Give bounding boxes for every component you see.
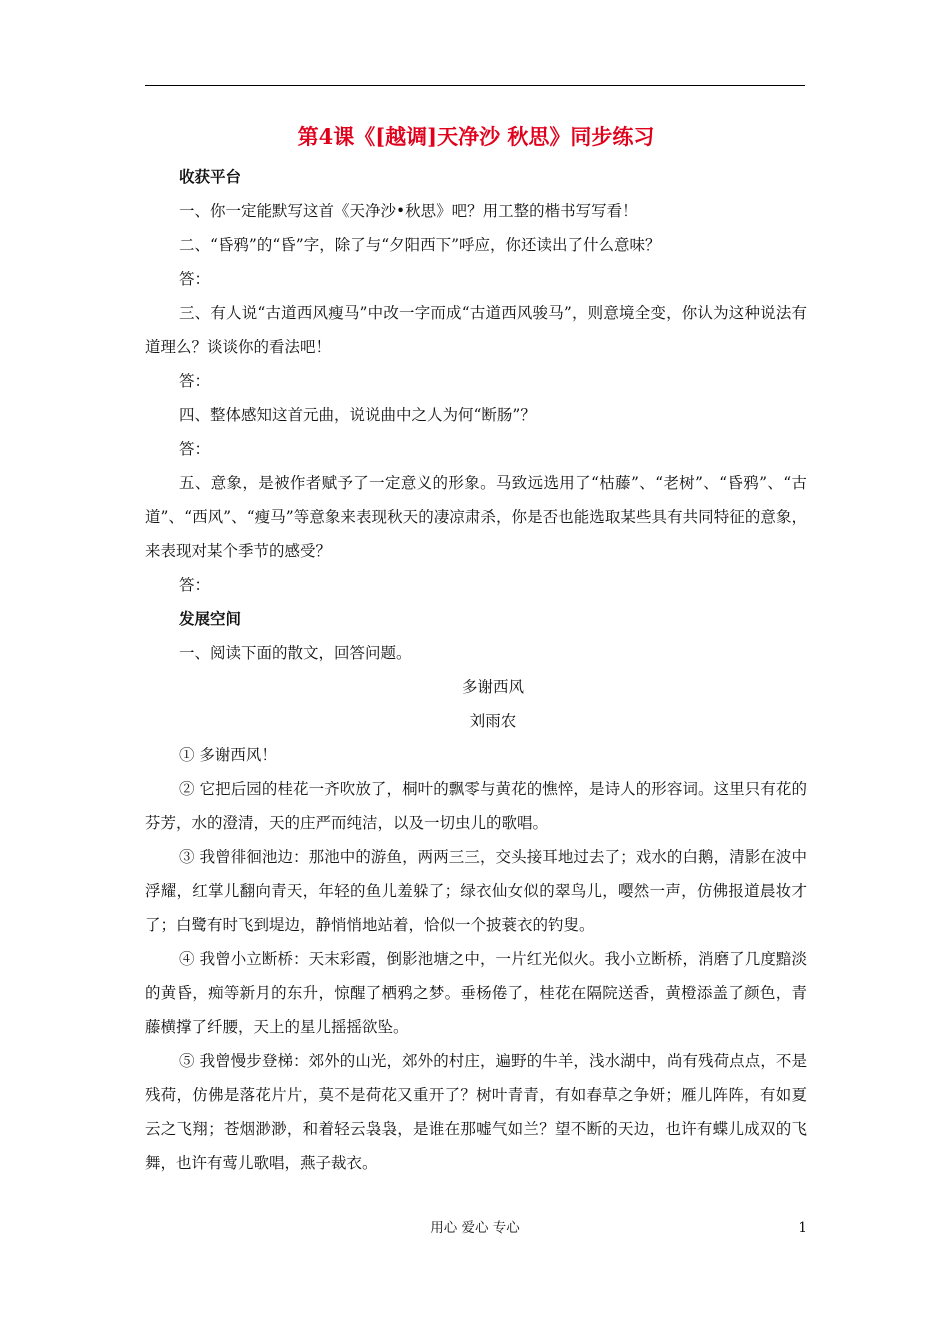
question-2: 二、“昏鸦”的“昏”字，除了与“夕阳西下”呼应，你还读出了什么意味？ xyxy=(179,236,661,254)
reading-instruction: 一、阅读下面的散文，回答问题。 xyxy=(179,644,412,662)
question-1: 一、你一定能默写这首《天净沙•秋思》吧？用工整的楷书写写看！ xyxy=(179,202,638,220)
answer-label-5: 答： xyxy=(179,576,211,594)
answer-label-2: 答： xyxy=(179,270,211,288)
answer-label-4: 答： xyxy=(179,440,211,458)
document-body xyxy=(145,122,807,1180)
section-heading-harvest: 收获平台 xyxy=(179,168,242,186)
question-5: 五、意象，是被作者赋予了一定意义的形象。马致远选用了“枯藤”、“老树”、“昏鸦”、“古道”、“西风”、“瘦马”等意象来表现秋天的凄凉肃杀，你是否也能选取某些具有共同特征的意象，来表现对某个季节的感受？ xyxy=(145,474,807,560)
essay-paragraph-4: ④ 我曾小立断桥：天末彩霞，倒影池塘之中，一片红光似火。我小立断桥，消磨了几度黯淡的黄昏，痴等新月的东升，惊醒了栖鸦之梦。垂杨倦了，桂花在隔院送香，黄橙添盖了颜色，青藤横撑了纤腰，天上的星儿摇摇欲坠。 xyxy=(145,950,807,1036)
essay-title: 多谢西风 xyxy=(461,678,524,696)
answer-label-3: 答： xyxy=(179,372,211,390)
essay-paragraph-5: ⑤ 我曾慢步登梯：郊外的山光，郊外的村庄，遍野的牛羊，浅水湖中，尚有残荷点点，不是残荷，仿佛是落花片片，莫不是荷花又重开了？树叶青青，有如春草之争妍；雁儿阵阵，有如夏云之飞翔；苍烟渺渺，和着轻云袅袅，是谁在那嘘气如兰？望不断的天边，也许有蝶儿成双的飞舞，也许有莺儿歌唱，燕子裁衣。 xyxy=(145,1052,807,1172)
section-heading-development: 发展空间 xyxy=(179,610,242,628)
essay-paragraph-1: ① 多谢西风！ xyxy=(179,746,277,764)
essay-author: 刘雨农 xyxy=(469,712,517,730)
header-rule xyxy=(145,85,805,86)
question-4: 四、整体感知这首元曲，说说曲中之人为何“断肠”？ xyxy=(179,406,536,424)
question-3: 三、有人说“古道西风瘦马”中改一字而成“古道西风骏马”，则意境全变，你认为这种说法有道理么？谈谈你的看法吧！ xyxy=(145,304,807,356)
footer-text: 用心 爱心 专心 xyxy=(430,1220,520,1236)
essay-paragraph-3: ③ 我曾徘徊池边：那池中的游鱼，两两三三，交头接耳地过去了；戏水的白鹅，清影在波中浮耀，红掌儿翻向青天，年轻的鱼儿羞躲了；绿衣仙女似的翠鸟儿，嘤然一声，仿佛报道晨妆才了；白鹭有时飞到堤边，静悄悄地站着，恰似一个披蓑衣的钓叟。 xyxy=(145,848,807,934)
page-number: 1 xyxy=(798,1220,807,1236)
page-title: 第4课《[越调]天净沙 秋思》同步练习 xyxy=(297,124,655,149)
essay-paragraph-2: ② 它把后园的桂花一齐吹放了，桐叶的飘零与黄花的憔悴，是诗人的形容词。这里只有花的芬芳，水的澄清，天的庄严而纯洁，以及一切虫儿的歌唱。 xyxy=(145,780,807,832)
